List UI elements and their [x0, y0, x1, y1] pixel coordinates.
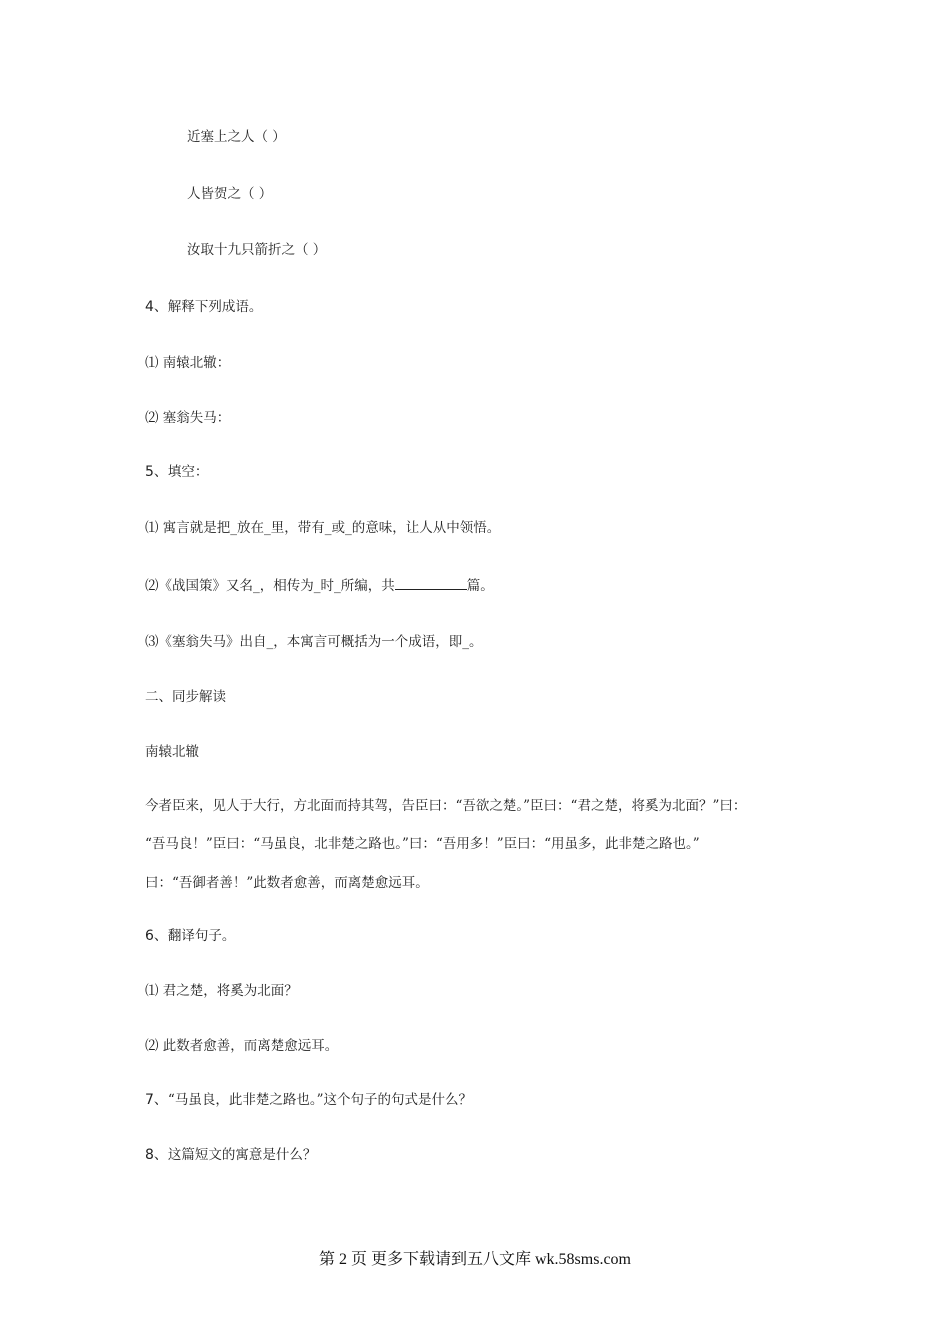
page-footer: 第 2 页 更多下载请到五八文库 wk.58sms.com — [318, 1251, 631, 1268]
answer-blank — [395, 575, 467, 590]
question-5-text: 填空： — [167, 464, 209, 480]
question-4-item-2: ⑵ 塞翁失马： — [145, 410, 231, 426]
question-7-number: 7、 — [145, 1092, 168, 1108]
question-6-item-2: ⑵ 此数者愈善，而离楚愈远耳。 — [145, 1038, 339, 1054]
question-5-item-2-text: ⑵《战国策》又名_，相传为_时_所编，共 — [145, 578, 395, 594]
question-7-text: “马虽良，此非楚之路也。”这个句子的句式是什么？ — [167, 1092, 472, 1108]
section-heading: 二、同步解读 — [145, 689, 226, 705]
blank-line-3: 汝取十九只箭折之（ ） — [187, 242, 327, 258]
question-5-item-3: ⑶《塞翁失马》出自_，本寓言可概括为一个成语，即_。 — [145, 634, 483, 650]
question-5 — [145, 462, 208, 482]
question-4-number: 4、 — [145, 299, 168, 315]
question-7 — [145, 1090, 472, 1110]
question-5-item-2-suffix: 篇。 — [466, 578, 494, 594]
question-5-item-2 — [145, 575, 494, 596]
question-4-item-1: ⑴ 南辕北辙： — [145, 355, 231, 371]
passage-line-3: 曰：“吾御者善！”此数者愈善，而离楚愈远耳。 — [145, 875, 429, 891]
question-6-number: 6、 — [145, 928, 168, 944]
question-6-item-1: ⑴ 君之楚，将奚为北面？ — [145, 983, 298, 999]
question-8-text: 这篇短文的寓意是什么？ — [167, 1147, 317, 1163]
blank-line-1: 近塞上之人（ ） — [187, 129, 286, 145]
question-4 — [145, 297, 262, 317]
question-8 — [145, 1145, 316, 1165]
blank-line-2: 人皆贺之（ ） — [187, 186, 273, 202]
question-6 — [145, 926, 235, 946]
question-8-number: 8、 — [145, 1147, 168, 1163]
question-6-text: 翻译句子。 — [167, 928, 236, 944]
passage-title: 南辕北辙 — [145, 744, 199, 760]
passage-line-2: “吾马良！”臣曰：“马虽良，北非楚之路也。”曰：“吾用多！”臣曰：“用虽多，此非楚之路也。” — [145, 836, 700, 852]
question-4-text: 解释下列成语。 — [167, 299, 263, 315]
question-5-number: 5、 — [145, 464, 168, 480]
passage-line-1: 今者臣来，见人于大行，方北面而持其驾，告臣曰：“吾欲之楚。”臣曰：“君之楚，将奚为北面？”曰： — [145, 798, 747, 814]
question-5-item-1: ⑴ 寓言就是把_放在_里，带有_或_的意味，让人从中领悟。 — [145, 520, 501, 536]
